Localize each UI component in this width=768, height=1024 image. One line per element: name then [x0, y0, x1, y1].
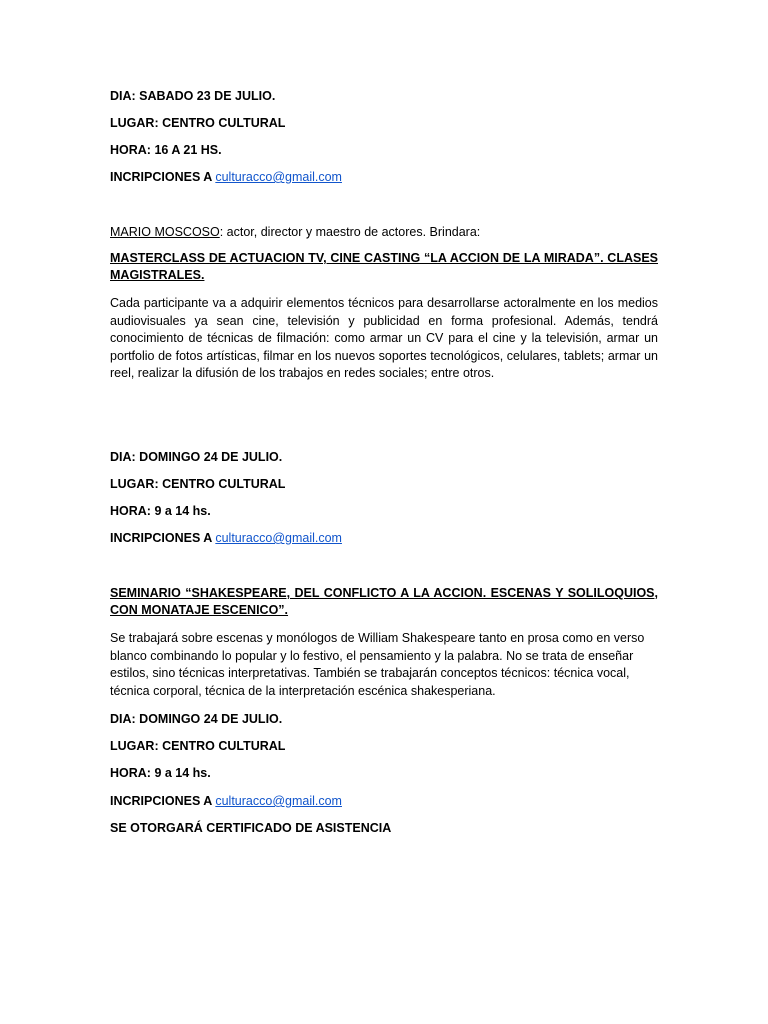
event1-registration: [110, 169, 342, 185]
email-link[interactable]: culturacco@gmail.com: [215, 170, 342, 184]
registration-label: INCRIPCIONES A: [110, 531, 216, 545]
registration-label: INCRIPCIONES A: [110, 170, 216, 184]
event3-place: LUGAR: CENTRO CULTURAL: [110, 739, 286, 753]
masterclass-description: Cada participante va a adquirir elementos técnicos para desarrollarse actoralmente en los medios audiovisuales ya sean cine, televisión y publicidad en forma profesional. Además, tendrá conocimiento de técnicas de filmación: como armar un CV para el cine y la televisión, armar un portfolio de fotos artísticas, filmar en los nuevos soportes tecnológicos, celulares, tablets; armar un reel, realizar la difusión de los trabajos en redes sociales; entre otros.: [110, 296, 658, 380]
seminario-description: Se trabajará sobre escenas y monólogos de William Shakespeare tanto en prosa como en verso blanco combinando lo popular y lo festivo, el pensamiento y la palabra. No se trata de enseñar estilos, sino técnicas interpretativas. También se trabajarán conceptos técnicos: técnica vocal, técnica corporal, técnica de la interpretación escénica shakesperiana.: [110, 631, 645, 698]
event1-date: DIA: SABADO 23 DE JULIO.: [110, 89, 276, 103]
event3-date: DIA: DOMINGO 24 DE JULIO.: [110, 712, 283, 726]
event2-registration: [110, 530, 342, 546]
instructor-line: [110, 224, 480, 240]
event3-time: HORA: 9 a 14 hs.: [110, 766, 211, 780]
event2-place: LUGAR: CENTRO CULTURAL: [110, 477, 286, 491]
instructor-intro: : actor, director y maestro de actores. Brindara:: [219, 225, 481, 239]
event2-time: HORA: 9 a 14 hs.: [110, 504, 211, 518]
registration-label: INCRIPCIONES A: [110, 794, 216, 808]
email-link[interactable]: culturacco@gmail.com: [215, 794, 342, 808]
instructor-name: MARIO MOSCOSO: [110, 225, 220, 239]
event3-registration: [110, 793, 342, 809]
certificate-note: SE OTORGARÁ CERTIFICADO DE ASISTENCIA: [110, 821, 392, 835]
email-link[interactable]: culturacco@gmail.com: [215, 531, 342, 545]
masterclass-title: MASTERCLASS DE ACTUACION TV, CINE CASTING “LA ACCION DE LA MIRADA”. CLASES MAGISTRALES.: [110, 251, 658, 282]
event2-date: DIA: DOMINGO 24 DE JULIO.: [110, 450, 283, 464]
event1-time: HORA: 16 A 21 HS.: [110, 143, 222, 157]
seminario-title: SEMINARIO “SHAKESPEARE, DEL CONFLICTO A LA ACCION. ESCENAS Y SOLILOQUIOS, CON MONATAJE ESCENICO”.: [110, 586, 658, 617]
event1-place: LUGAR: CENTRO CULTURAL: [110, 116, 286, 130]
